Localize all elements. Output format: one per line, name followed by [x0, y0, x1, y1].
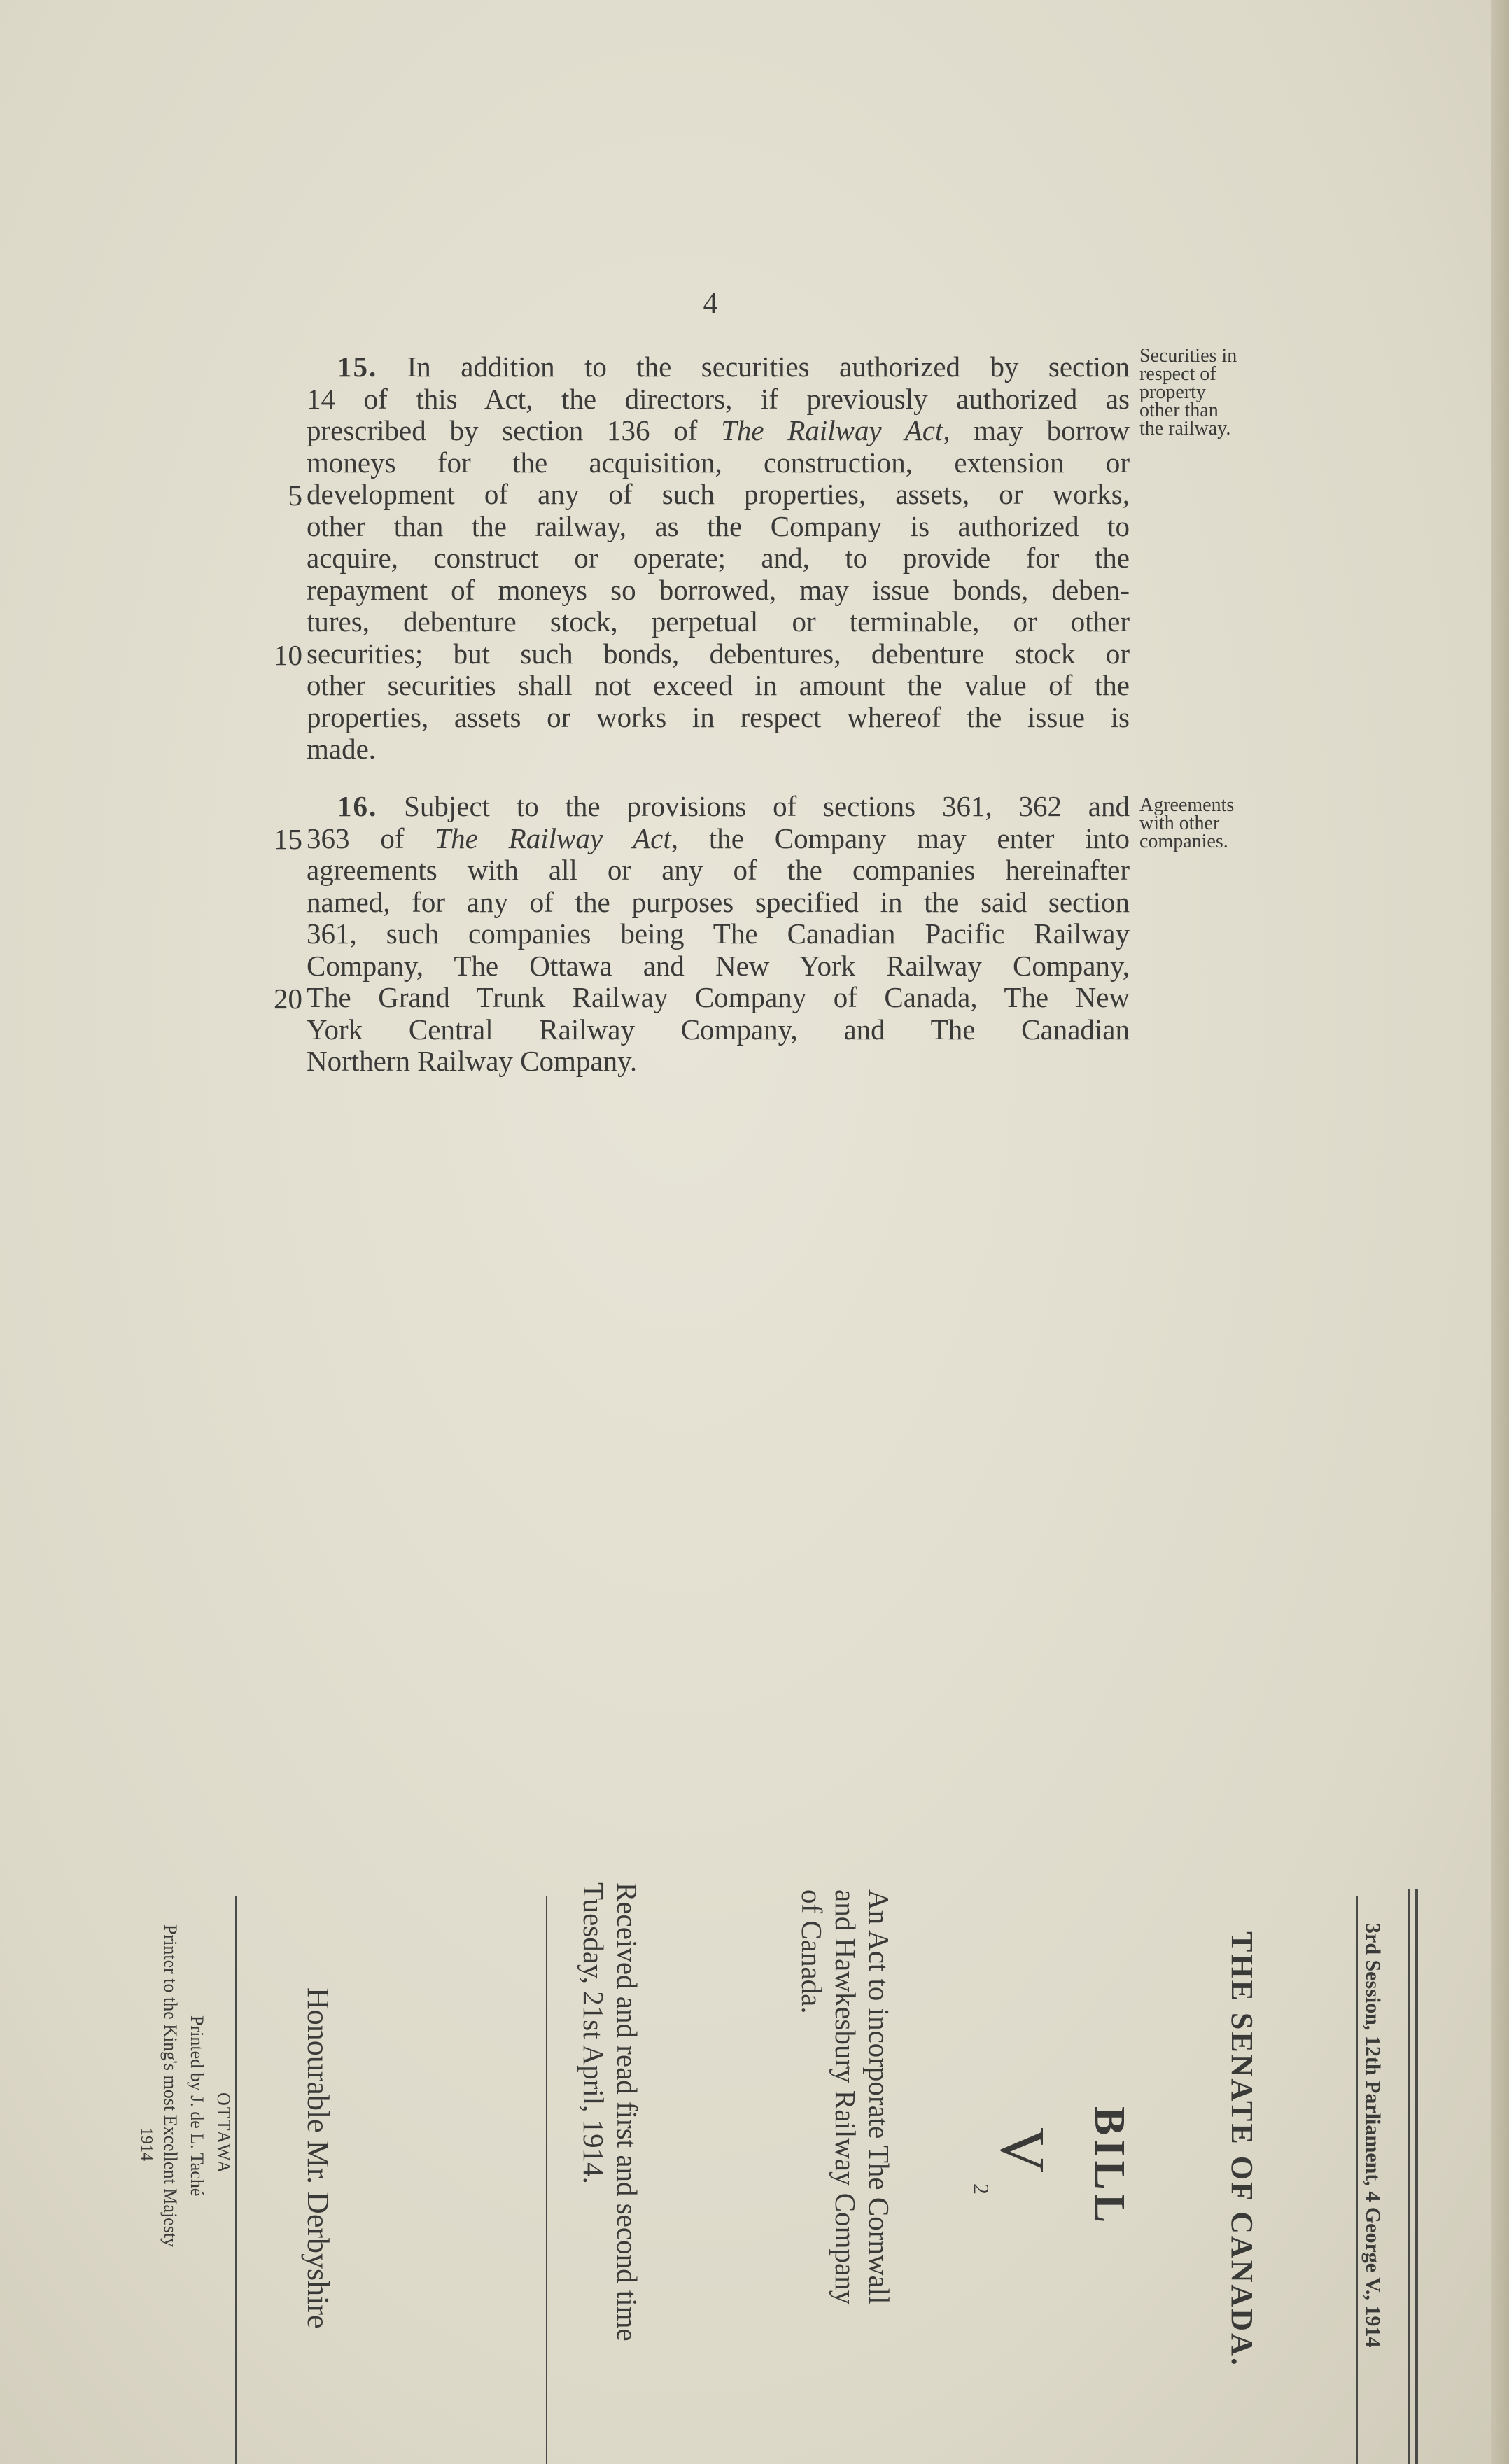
text-line: development of any of such properties, assets, or works, [307, 478, 1130, 510]
text-line: repayment of moneys so borrowed, may issue bonds, deben- [307, 573, 1130, 606]
text-line: Northern Railway Company. [307, 1045, 638, 1077]
cover-bill-number: V [988, 2127, 1057, 2173]
cover-received-line: Tuesday, 21st April, 1914. [577, 1882, 610, 2184]
margin-note-securities: Securities in respect of property other than the railway. [1139, 345, 1237, 439]
imprint-city: OTTAWA [213, 2092, 234, 2175]
text-line: York Central Railway Company, and The Canadian [307, 1013, 1130, 1046]
section-16 [307, 791, 1130, 1078]
text-line: securities; but such bonds, debentures, debenture stock or [307, 637, 1130, 670]
text-line: named, for any of the purposes specified in the said section [307, 885, 1130, 918]
cover-bill-number-subscript: 2 [969, 2183, 994, 2195]
section-15 [307, 351, 1130, 766]
text-line: 363 of The Railway Act, the Company may enter into [307, 822, 1130, 854]
text-line: acquire, construct or operate; and, to provide for the [307, 542, 1130, 574]
cover-bill-label: BILL [1086, 2106, 1133, 2227]
line-number-20: 20 [274, 983, 302, 1015]
section-16-line-1: 16. Subject to the provisions of sections 361, 362 and [337, 790, 1130, 822]
cover-received-line: Received and read first and second time [611, 1882, 643, 2342]
imprint-year: 1914 [137, 2127, 155, 2161]
section-15-line-1: 15. In addition to the securities authorized by section [337, 351, 1130, 383]
imprint-printer: Printer to the King's most Excellent Majesty [160, 1924, 181, 2248]
text-line: 14 of this Act, the directors, if previously authorized as [307, 382, 1130, 415]
text-line: tures, debenture stock, perpetual or terminable, or other [307, 605, 1130, 638]
line-number-10: 10 [274, 639, 302, 671]
section-16-number: 16. [337, 790, 378, 822]
text-line: Company, The Ottawa and New York Railway Company, [307, 949, 1130, 982]
cover-senate-heading: THE SENATE OF CANADA. [1225, 1931, 1259, 2367]
cover-title-line: An Act to incorporate The Cornwall [863, 1889, 895, 2304]
text-line: other than the railway, as the Company is authorized to [307, 509, 1130, 542]
line-number-15: 15 [274, 823, 302, 855]
cover-rule [1356, 1896, 1358, 2464]
cover-rule-double-inner [1408, 1889, 1410, 2464]
text-line: made. [307, 733, 377, 765]
section-15-number: 15. [337, 351, 378, 383]
cover-session: 3rd Session, 12th Parliament, 4 George V., 1914 [1361, 1923, 1384, 2348]
cover-rule-double-outer [1415, 1889, 1418, 2464]
cover-rule [235, 1896, 237, 2464]
cover-rule [546, 1896, 547, 2464]
text-line: prescribed by section 136 of The Railway Act, may borrow [307, 414, 1130, 446]
text-line: 361, such companies being The Canadian Pacific Railway [307, 917, 1130, 950]
page-edge [1491, 0, 1509, 2464]
cover-title-line: of Canada. [796, 1889, 828, 2014]
text-line: moneys for the acquisition, construction, extension or [307, 446, 1130, 479]
line-number-5: 5 [288, 479, 302, 512]
text-line: agreements with all or any of the companies hereinafter [307, 854, 1130, 886]
page-number: 4 [703, 288, 718, 320]
text-line: properties, assets or works in respect whereof the issue is [307, 701, 1130, 733]
cover-sponsor: Honourable Mr. Derbyshire [301, 1987, 335, 2329]
imprint-printed-by: Printed by J. de L. Taché [187, 2015, 207, 2197]
cover-title-line: and Hawkesbury Railway Company [829, 1889, 862, 2305]
text-line: The Grand Trunk Railway Company of Canada, The New [307, 981, 1130, 1013]
text-line: other securities shall not exceed in amount the value of the [307, 669, 1130, 701]
margin-note-agreements: Agreements with other companies. [1139, 794, 1235, 852]
